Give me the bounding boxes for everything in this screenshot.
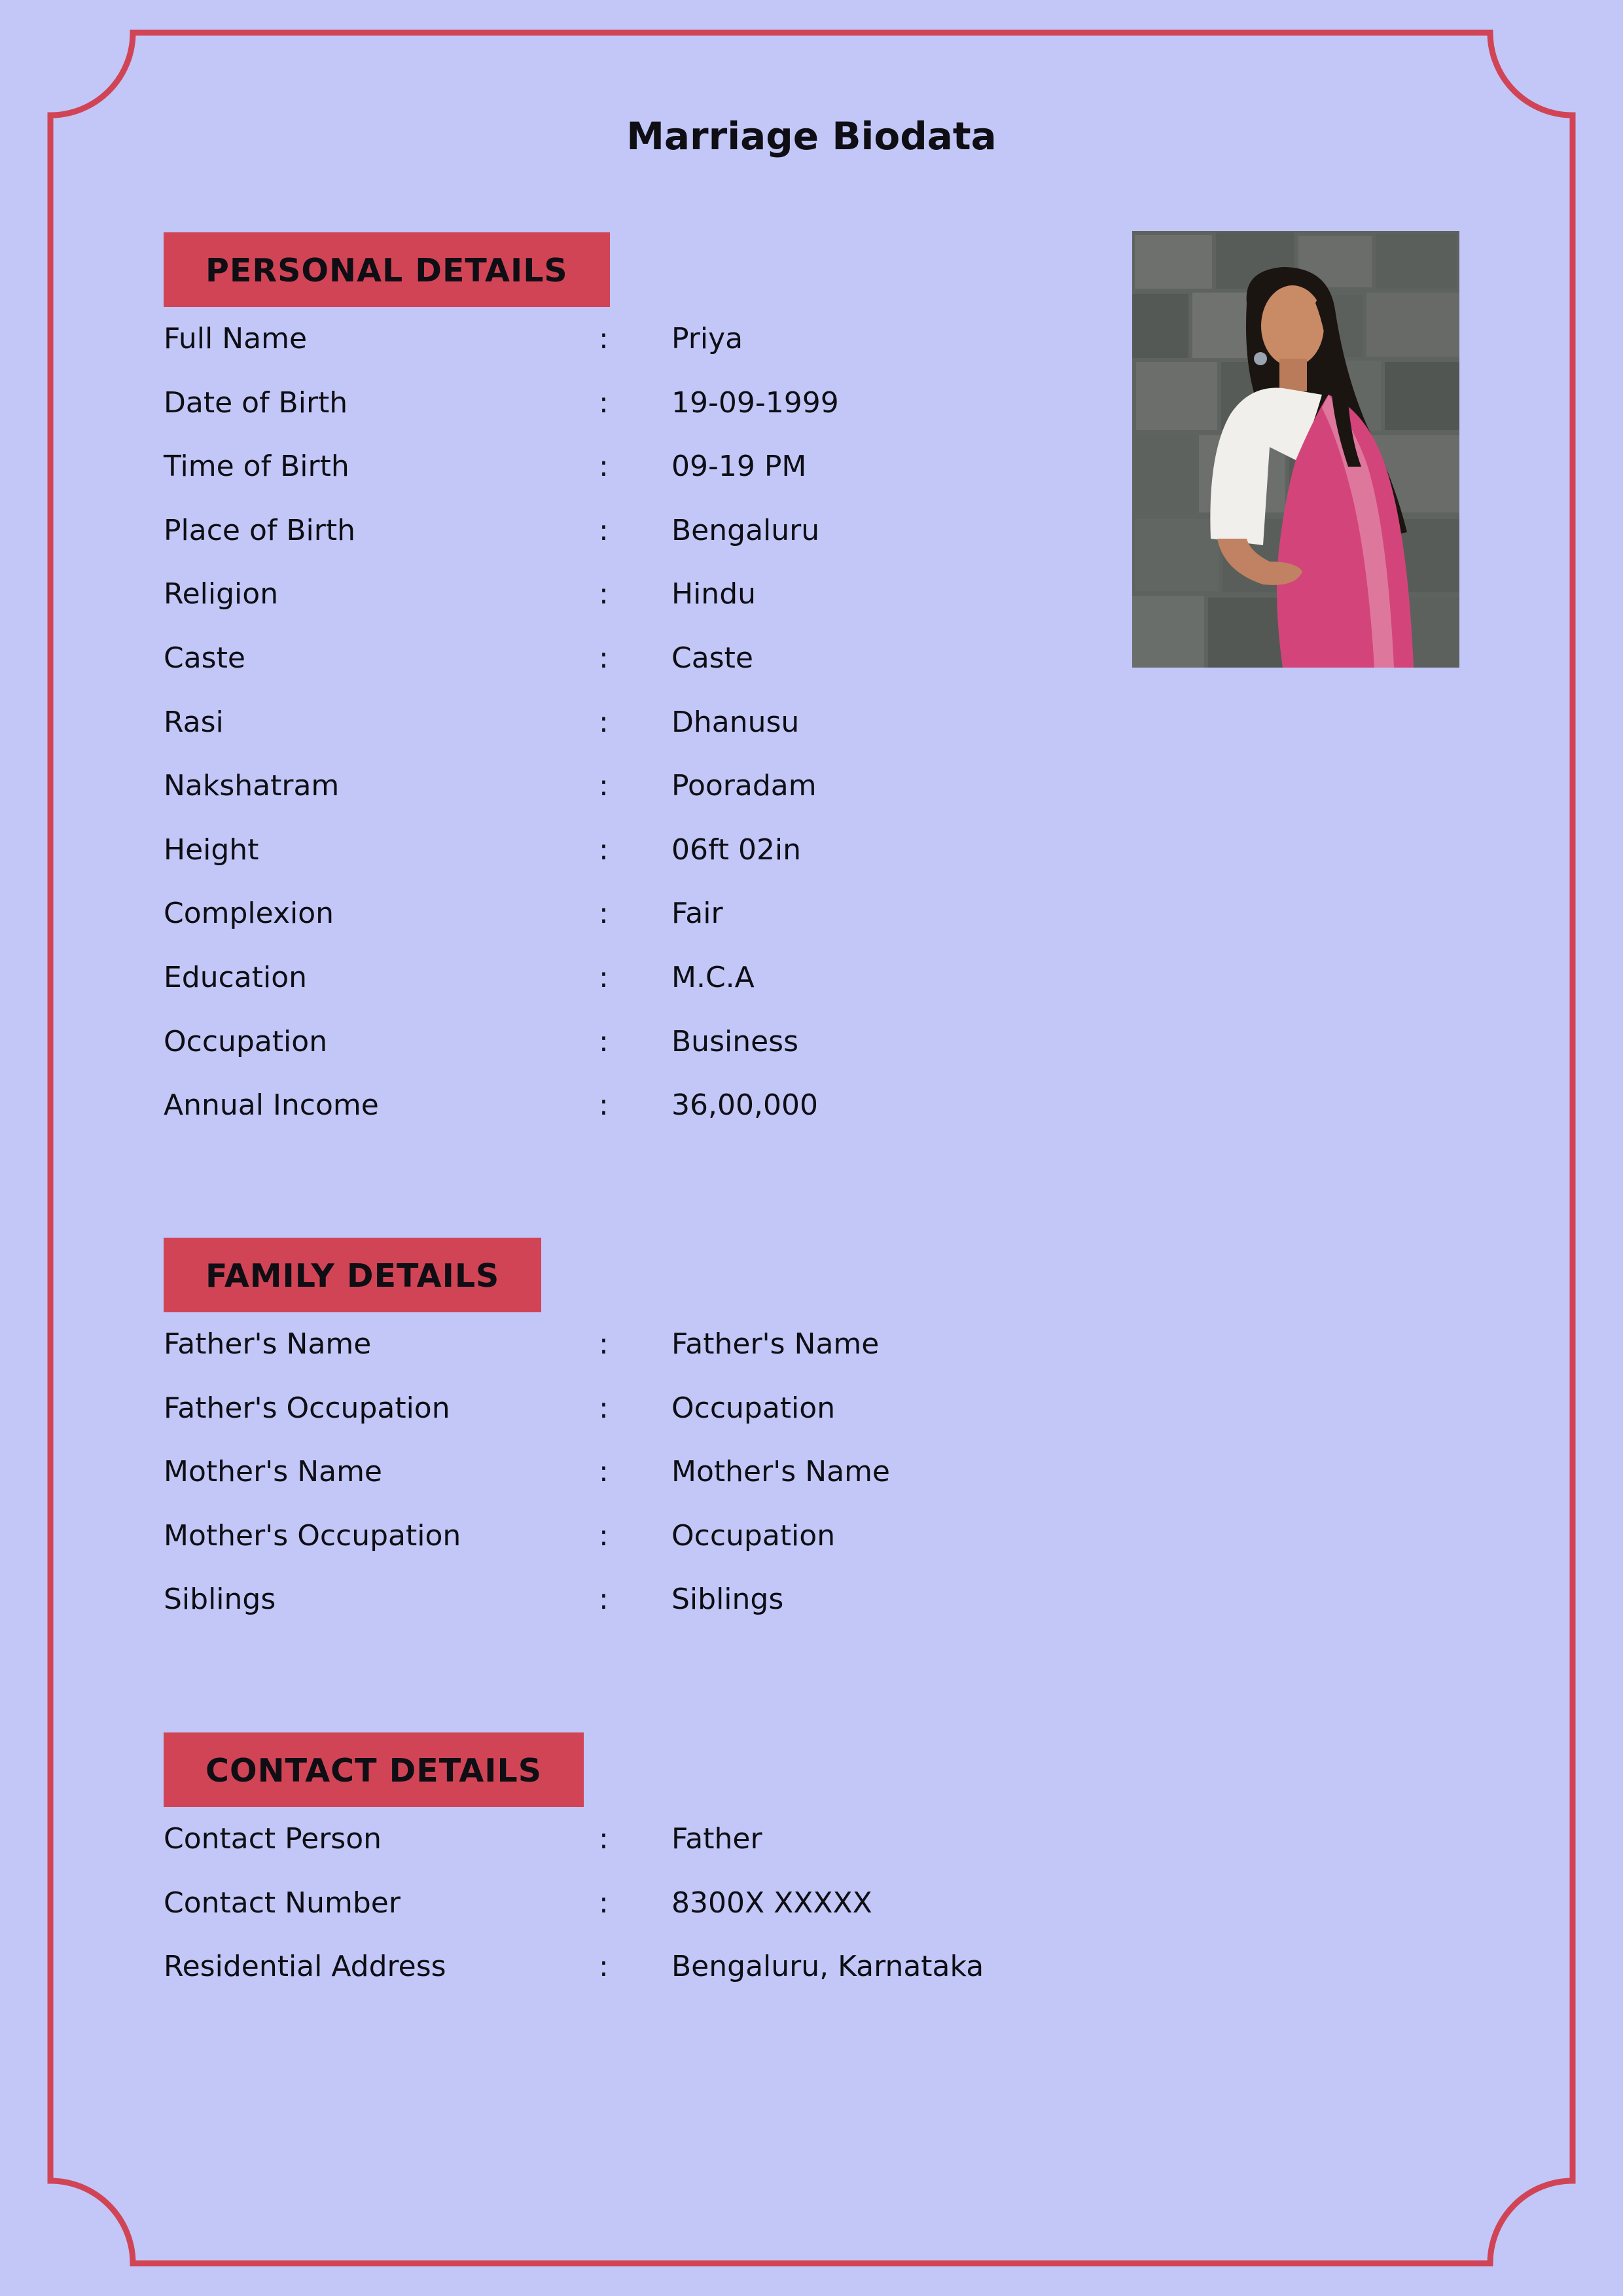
detail-value: Bengaluru, Karnataka	[671, 1950, 984, 1984]
detail-row	[164, 1020, 1080, 1085]
detail-row	[164, 701, 1080, 765]
detail-label: Annual Income	[164, 1088, 379, 1122]
family-details-heading: FAMILY DETAILS	[164, 1238, 541, 1312]
separator: :	[599, 1518, 609, 1552]
detail-value: Siblings	[671, 1583, 784, 1617]
detail-row	[164, 1084, 1080, 1148]
detail-label: Residential Address	[164, 1950, 446, 1984]
detail-row	[164, 573, 1080, 637]
detail-row	[164, 1578, 1080, 1642]
detail-row	[164, 1945, 1080, 2009]
detail-label: Height	[164, 833, 259, 867]
detail-value: Caste	[671, 641, 753, 675]
detail-label: Contact Number	[164, 1886, 401, 1920]
detail-label: Contact Person	[164, 1822, 382, 1856]
detail-label: Rasi	[164, 705, 224, 739]
detail-label: Education	[164, 960, 308, 994]
separator: :	[599, 960, 609, 994]
detail-value: Bengaluru	[671, 513, 820, 547]
detail-row	[164, 317, 1080, 382]
detail-row	[164, 1515, 1080, 1579]
detail-row	[164, 509, 1080, 573]
separator: :	[599, 513, 609, 547]
separator: :	[599, 1455, 609, 1489]
separator: :	[599, 577, 609, 611]
detail-value: 8300X XXXXX	[671, 1886, 872, 1920]
separator: :	[599, 833, 609, 867]
contact-details-heading: CONTACT DETAILS	[164, 1732, 584, 1807]
detail-value: Dhanusu	[671, 705, 800, 739]
detail-value: Occupation	[671, 1391, 836, 1425]
detail-row	[164, 764, 1080, 829]
detail-value: Occupation	[671, 1518, 836, 1552]
contact-details-section	[164, 1732, 1080, 2009]
separator: :	[599, 1886, 609, 1920]
detail-label: Mother's Name	[164, 1455, 382, 1489]
detail-value: M.C.A	[671, 960, 755, 994]
separator: :	[599, 1583, 609, 1617]
detail-row	[164, 1323, 1080, 1387]
detail-row	[164, 892, 1080, 956]
separator: :	[599, 322, 609, 355]
detail-row	[164, 1818, 1080, 1882]
detail-value: Priya	[671, 322, 743, 355]
detail-value: Pooradam	[671, 769, 817, 803]
detail-value: 09-19 PM	[671, 450, 807, 484]
detail-value: Father's Name	[671, 1327, 880, 1361]
separator: :	[599, 1327, 609, 1361]
detail-row	[164, 956, 1080, 1020]
separator: :	[599, 386, 609, 420]
detail-label: Father's Name	[164, 1327, 372, 1361]
separator: :	[599, 1024, 609, 1058]
page-title: Marriage Biodata	[626, 114, 997, 158]
detail-label: Siblings	[164, 1583, 276, 1617]
detail-row	[164, 1450, 1080, 1515]
detail-row	[164, 445, 1080, 509]
detail-label: Time of Birth	[164, 450, 349, 484]
separator: :	[599, 450, 609, 484]
detail-label: Full Name	[164, 322, 308, 355]
separator: :	[599, 897, 609, 931]
detail-value: 36,00,000	[671, 1088, 818, 1122]
detail-value: 19-09-1999	[671, 386, 839, 420]
detail-value: 06ft 02in	[671, 833, 802, 867]
separator: :	[599, 1391, 609, 1425]
detail-label: Date of Birth	[164, 386, 348, 420]
detail-row	[164, 1882, 1080, 1946]
separator: :	[599, 1088, 609, 1122]
separator: :	[599, 1822, 609, 1856]
profile-photo	[1132, 231, 1459, 668]
family-details-section	[164, 1238, 1080, 1642]
detail-label: Place of Birth	[164, 513, 356, 547]
detail-label: Caste	[164, 641, 245, 675]
detail-value: Hindu	[671, 577, 757, 611]
detail-row	[164, 382, 1080, 446]
separator: :	[599, 769, 609, 803]
separator: :	[599, 641, 609, 675]
detail-value: Mother's Name	[671, 1455, 890, 1489]
detail-label: Religion	[164, 577, 279, 611]
separator: :	[599, 705, 609, 739]
detail-label: Occupation	[164, 1024, 328, 1058]
detail-row	[164, 1387, 1080, 1451]
detail-value: Fair	[671, 897, 723, 931]
detail-label: Nakshatram	[164, 769, 340, 803]
personal-details-section	[164, 232, 1080, 1148]
detail-row	[164, 637, 1080, 701]
separator: :	[599, 1950, 609, 1984]
detail-value: Business	[671, 1024, 799, 1058]
detail-label: Father's Occupation	[164, 1391, 450, 1425]
personal-details-heading: PERSONAL DETAILS	[164, 232, 610, 307]
detail-label: Mother's Occupation	[164, 1518, 461, 1552]
detail-row	[164, 829, 1080, 893]
detail-value: Father	[671, 1822, 762, 1856]
detail-label: Complexion	[164, 897, 334, 931]
